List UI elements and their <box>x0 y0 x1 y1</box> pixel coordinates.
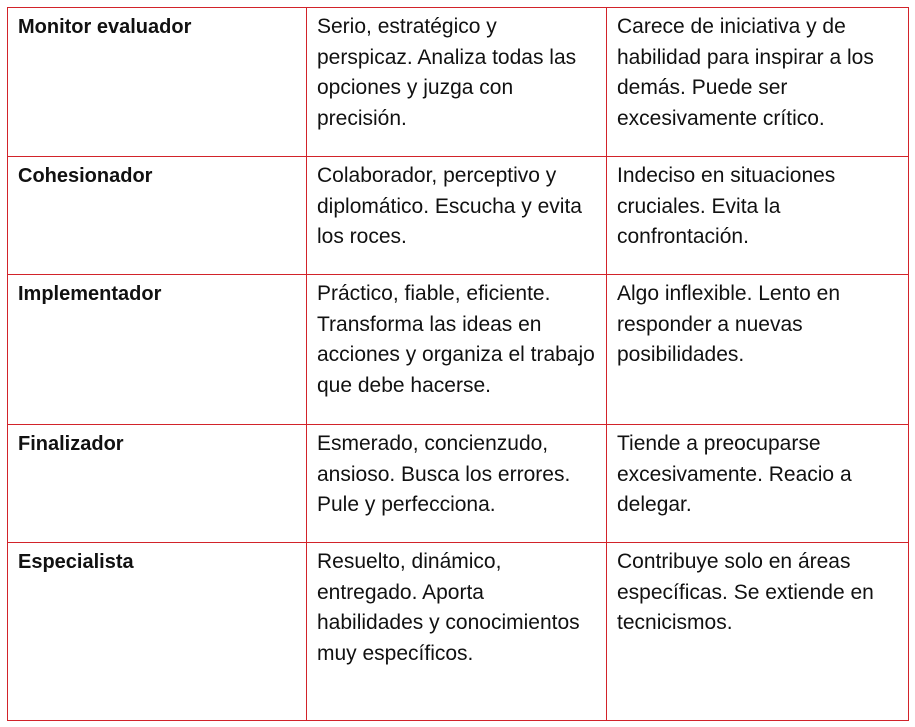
table-row <box>8 425 909 543</box>
role-strengths-cell: Resuelto, dinámico, entregado. Aporta habilidades y conocimientos muy específicos. <box>307 543 607 721</box>
table-row <box>8 157 909 275</box>
role-strengths-cell: Serio, estratégico y perspicaz. Analiza todas las opciones y juzga con precisión. <box>307 8 607 157</box>
role-name-cell: Finalizador <box>8 425 307 543</box>
table-row <box>8 8 909 157</box>
role-name-cell: Cohesionador <box>8 157 307 275</box>
role-strengths-cell: Colaborador, perceptivo y diplomático. Escucha y evita los roces. <box>307 157 607 275</box>
role-name-cell: Especialista <box>8 543 307 721</box>
role-name-cell: Implementador <box>8 275 307 425</box>
role-strengths-cell: Esmerado, concienzudo, ansioso. Busca los errores. Pule y perfecciona. <box>307 425 607 543</box>
role-weaknesses-cell: Carece de iniciativa y de habilidad para inspirar a los demás. Puede ser excesivamente crítico. <box>607 8 909 157</box>
role-weaknesses-cell: Algo inflexible. Lento en responder a nuevas posibilidades. <box>607 275 909 425</box>
role-weaknesses-cell: Tiende a preocuparse excesivamente. Reacio a delegar. <box>607 425 909 543</box>
role-strengths-cell: Práctico, fiable, eficiente. Transforma las ideas en acciones y organiza el trabajo que debe hacerse. <box>307 275 607 425</box>
team-roles-table <box>7 7 909 721</box>
role-weaknesses-cell: Contribuye solo en áreas específicas. Se extiende en tecnicismos. <box>607 543 909 721</box>
role-name-cell: Monitor evaluador <box>8 8 307 157</box>
role-weaknesses-cell: Indeciso en situaciones cruciales. Evita la confrontación. <box>607 157 909 275</box>
table-row <box>8 543 909 721</box>
table-row <box>8 275 909 425</box>
